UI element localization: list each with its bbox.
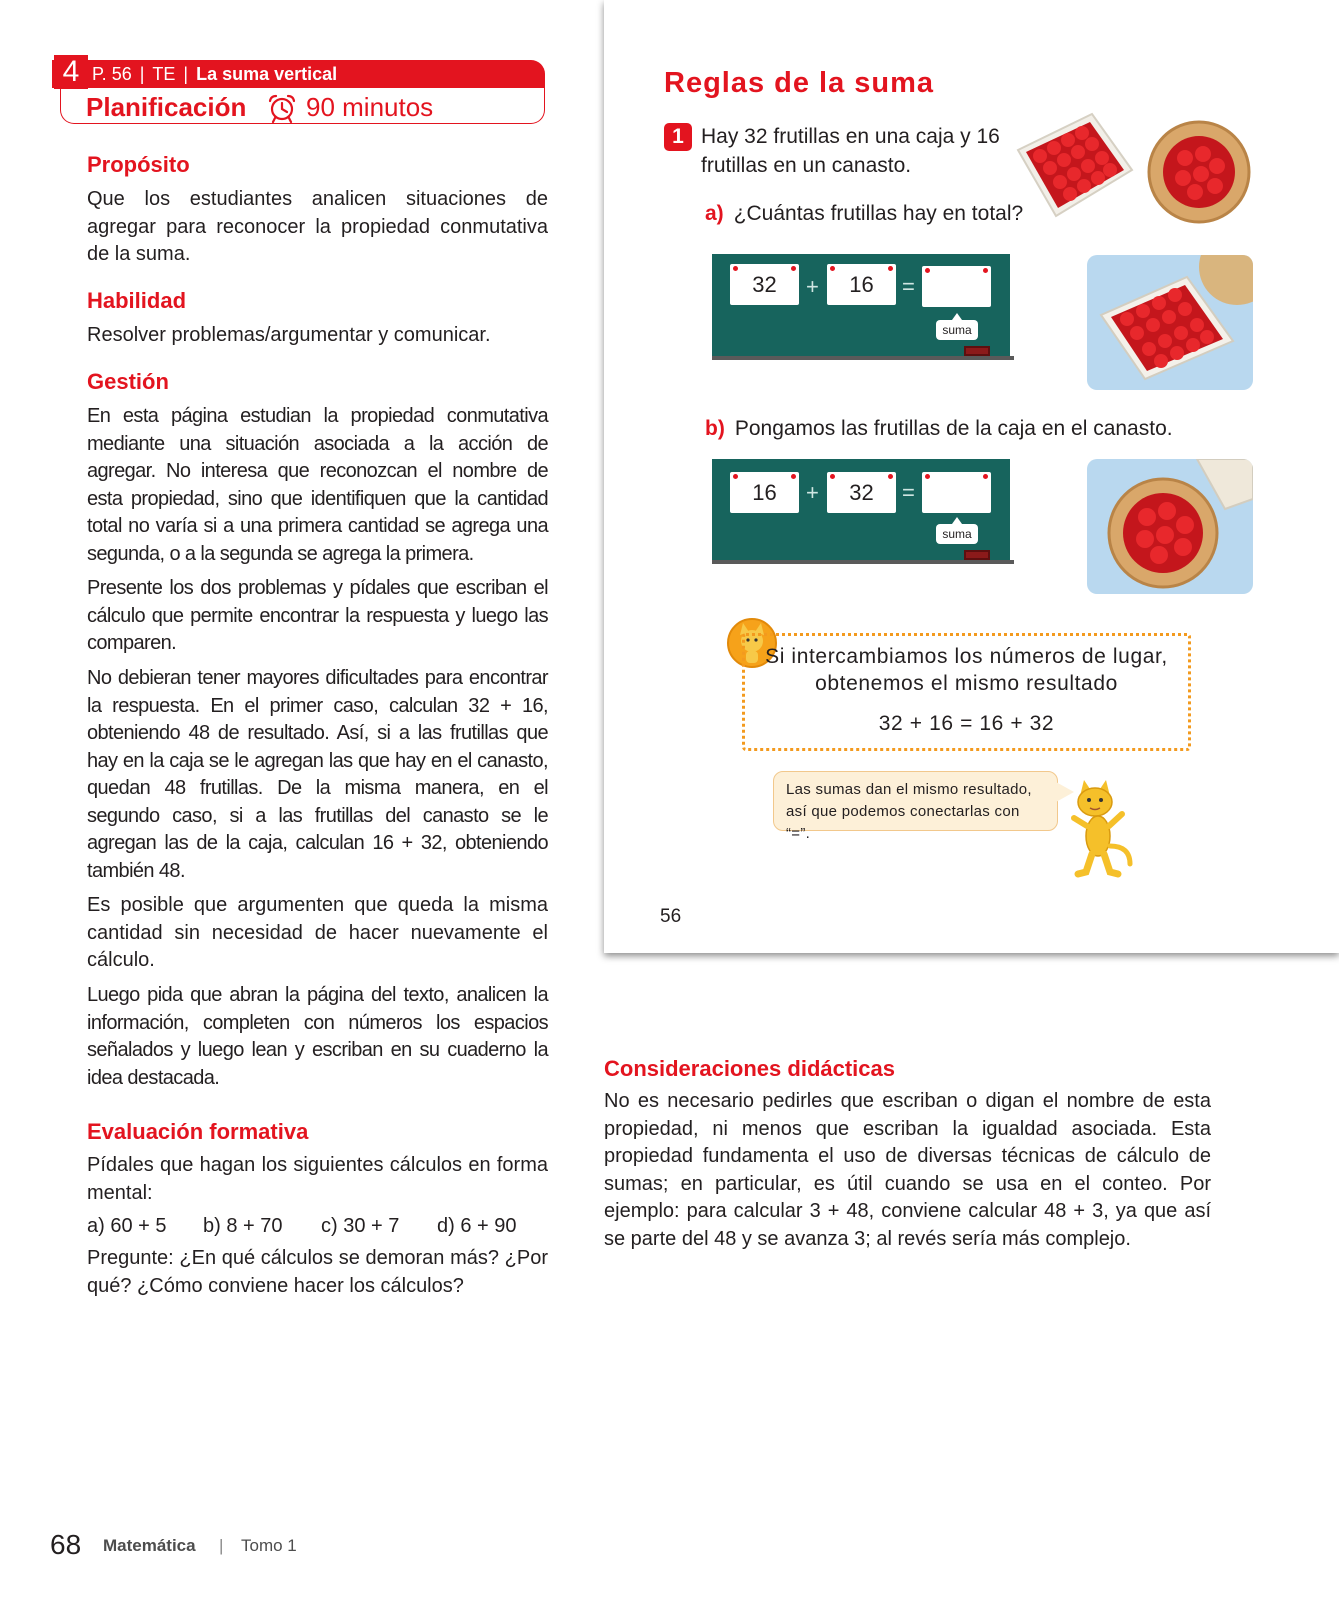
equals-sign: = bbox=[902, 274, 915, 299]
speech-line: Las sumas dan el mismo resultado, bbox=[786, 781, 1032, 798]
cat-character-icon bbox=[1060, 780, 1140, 880]
sum-label-bubble: suma bbox=[936, 320, 978, 340]
speech-line: así que podemos conectarlas con “=”. bbox=[786, 803, 1020, 842]
lesson-topic: La suma vertical bbox=[196, 64, 338, 84]
number-card: 16 bbox=[827, 264, 896, 305]
proposito-text: Que los estudiantes analicen situaciones de agregar para reconocer la propiedad conmutativa de la suma. bbox=[87, 188, 548, 265]
alarm-clock-icon bbox=[265, 93, 299, 123]
lesson-number: 4 bbox=[54, 55, 88, 89]
page-number: 68 bbox=[50, 1529, 82, 1560]
calculation-item: d) 6 + 90 bbox=[437, 1215, 517, 1237]
section-title-evaluacion: Evaluación formativa bbox=[87, 1119, 309, 1144]
lesson-header-text: P. 56 | TE | La suma vertical bbox=[92, 64, 338, 84]
evaluacion-calculations bbox=[87, 1213, 548, 1240]
equals-sign: = bbox=[902, 480, 915, 505]
eraser-icon bbox=[964, 346, 990, 356]
calculation-item: b) 8 + 70 bbox=[203, 1215, 283, 1237]
footer-subject: Matemática bbox=[103, 1536, 196, 1555]
key-idea-line: Si intercambiamos los números de lugar, bbox=[765, 645, 1168, 668]
chalkboard-ledge bbox=[712, 356, 1014, 360]
gestion-paragraph: Luego pida que abran la página del texto, analicen la información, completen con números los espacios señalados y luego lean y escriban en su cuaderno la idea destacada. bbox=[87, 984, 548, 1089]
answer-box[interactable] bbox=[922, 266, 991, 307]
planning-title: Planificación bbox=[86, 92, 247, 122]
plus-sign: + bbox=[806, 274, 819, 299]
question-text: Hay 32 frutillas en una caja y 16 frutillas en un canasto. bbox=[701, 125, 1000, 177]
footer-separator: | bbox=[219, 1536, 224, 1555]
strawberry-basket-photo bbox=[1087, 459, 1253, 594]
page-reference: P. 56 bbox=[92, 64, 132, 84]
habilidad-text: Resolver problemas/argumentar y comunicar. bbox=[87, 324, 491, 346]
evaluacion-question: Pregunte: ¿En qué cálculos se demoran más? ¿Por qué? ¿Cómo conviene hacer los cálculos? bbox=[87, 1247, 548, 1297]
speech-bubble bbox=[773, 771, 1058, 842]
key-idea-equation: 32 + 16 = 16 + 32 bbox=[878, 712, 1055, 735]
section-title-gestion: Gestión bbox=[87, 369, 169, 394]
part-b-label: b) bbox=[705, 417, 725, 440]
answer-box[interactable] bbox=[922, 472, 991, 513]
section-title-habilidad: Habilidad bbox=[87, 288, 187, 313]
book-page-number: 56 bbox=[660, 906, 682, 927]
plus-sign: + bbox=[806, 480, 819, 505]
consideraciones-text: No es necesario pedirles que escriban o digan el nombre de esta propiedad, ni menos que escriban la igualdad asociada. Esta propiedad fundamenta el uso de diversas técnicas de cálculo de sumas; en particular, es útil cuando se usa en el conteo. Por ejemplo: para calcular 3 + 48, conviene calcular 48 + 3, ya que así se parte del 48 y se avanza 3; al revés sería más complejo. bbox=[604, 1090, 1211, 1250]
chalkboard-ledge bbox=[712, 560, 1014, 564]
key-idea-line: obtenemos el mismo resultado bbox=[815, 672, 1118, 695]
strawberry-box-photo bbox=[1087, 255, 1253, 390]
planning-duration: 90 minutos bbox=[306, 92, 434, 122]
number-card: 16 bbox=[730, 472, 799, 513]
part-b-text: Pongamos las frutillas de la caja en el canasto. bbox=[734, 417, 1173, 440]
question-number: 1 bbox=[664, 123, 692, 151]
footer-volume: Tomo 1 bbox=[241, 1536, 297, 1555]
evaluacion-intro: Pídales que hagan los siguientes cálculos en forma mental: bbox=[87, 1154, 548, 1204]
calculation-item: a) 60 + 5 bbox=[87, 1215, 167, 1237]
strawberry-basket-image bbox=[1145, 118, 1253, 226]
number-card: 32 bbox=[730, 264, 799, 305]
section-title-proposito: Propósito bbox=[87, 152, 190, 177]
strawberry-box-image bbox=[1010, 108, 1135, 228]
part-a-text: ¿Cuántas frutillas hay en total? bbox=[733, 202, 1024, 225]
part-a-question bbox=[705, 200, 1023, 228]
lesson-tag: TE bbox=[152, 64, 176, 84]
calculation-item: c) 30 + 7 bbox=[321, 1215, 400, 1237]
book-title: Reglas de la suma bbox=[664, 67, 935, 99]
gestion-paragraph: No debieran tener mayores dificultades para encontrar la respuesta. En el primer caso, calculan 32 + 16, obteniendo 48 de resultado. Así, si a las frutillas que hay en la caja se le agregan las que hay en el canasto, quedan 48 frutillas. De la misma manera, en el segundo caso, si a las frutillas del canasto se le agregan las de la caja, calculan 16 + 32, obteniendo también 48. bbox=[87, 667, 548, 882]
part-b-question bbox=[705, 415, 1173, 443]
eraser-icon bbox=[964, 550, 990, 560]
number-card: 32 bbox=[827, 472, 896, 513]
gestion-paragraph: Es posible que argumenten que queda la misma cantidad sin necesidad de hacer nuevamente el cálculo. bbox=[87, 894, 548, 971]
gestion-paragraph: Presente los dos problemas y pídales que escriban el cálculo que permite encontrar la respuesta y luego las comparen. bbox=[87, 577, 548, 654]
part-a-label: a) bbox=[705, 202, 724, 225]
gestion-paragraph: En esta página estudian la propiedad conmutativa mediante una situación asociada a la acción de agregar. No interesa que reconozcan el nombre de esta propiedad, sino que identifiquen que la cantidad total no varía si a una primera cantidad se agrega una segunda, o a la segunda se agrega la primera. bbox=[87, 405, 548, 565]
sum-label-bubble: suma bbox=[936, 524, 978, 544]
section-title-consideraciones: Consideraciones didácticas bbox=[604, 1056, 895, 1081]
